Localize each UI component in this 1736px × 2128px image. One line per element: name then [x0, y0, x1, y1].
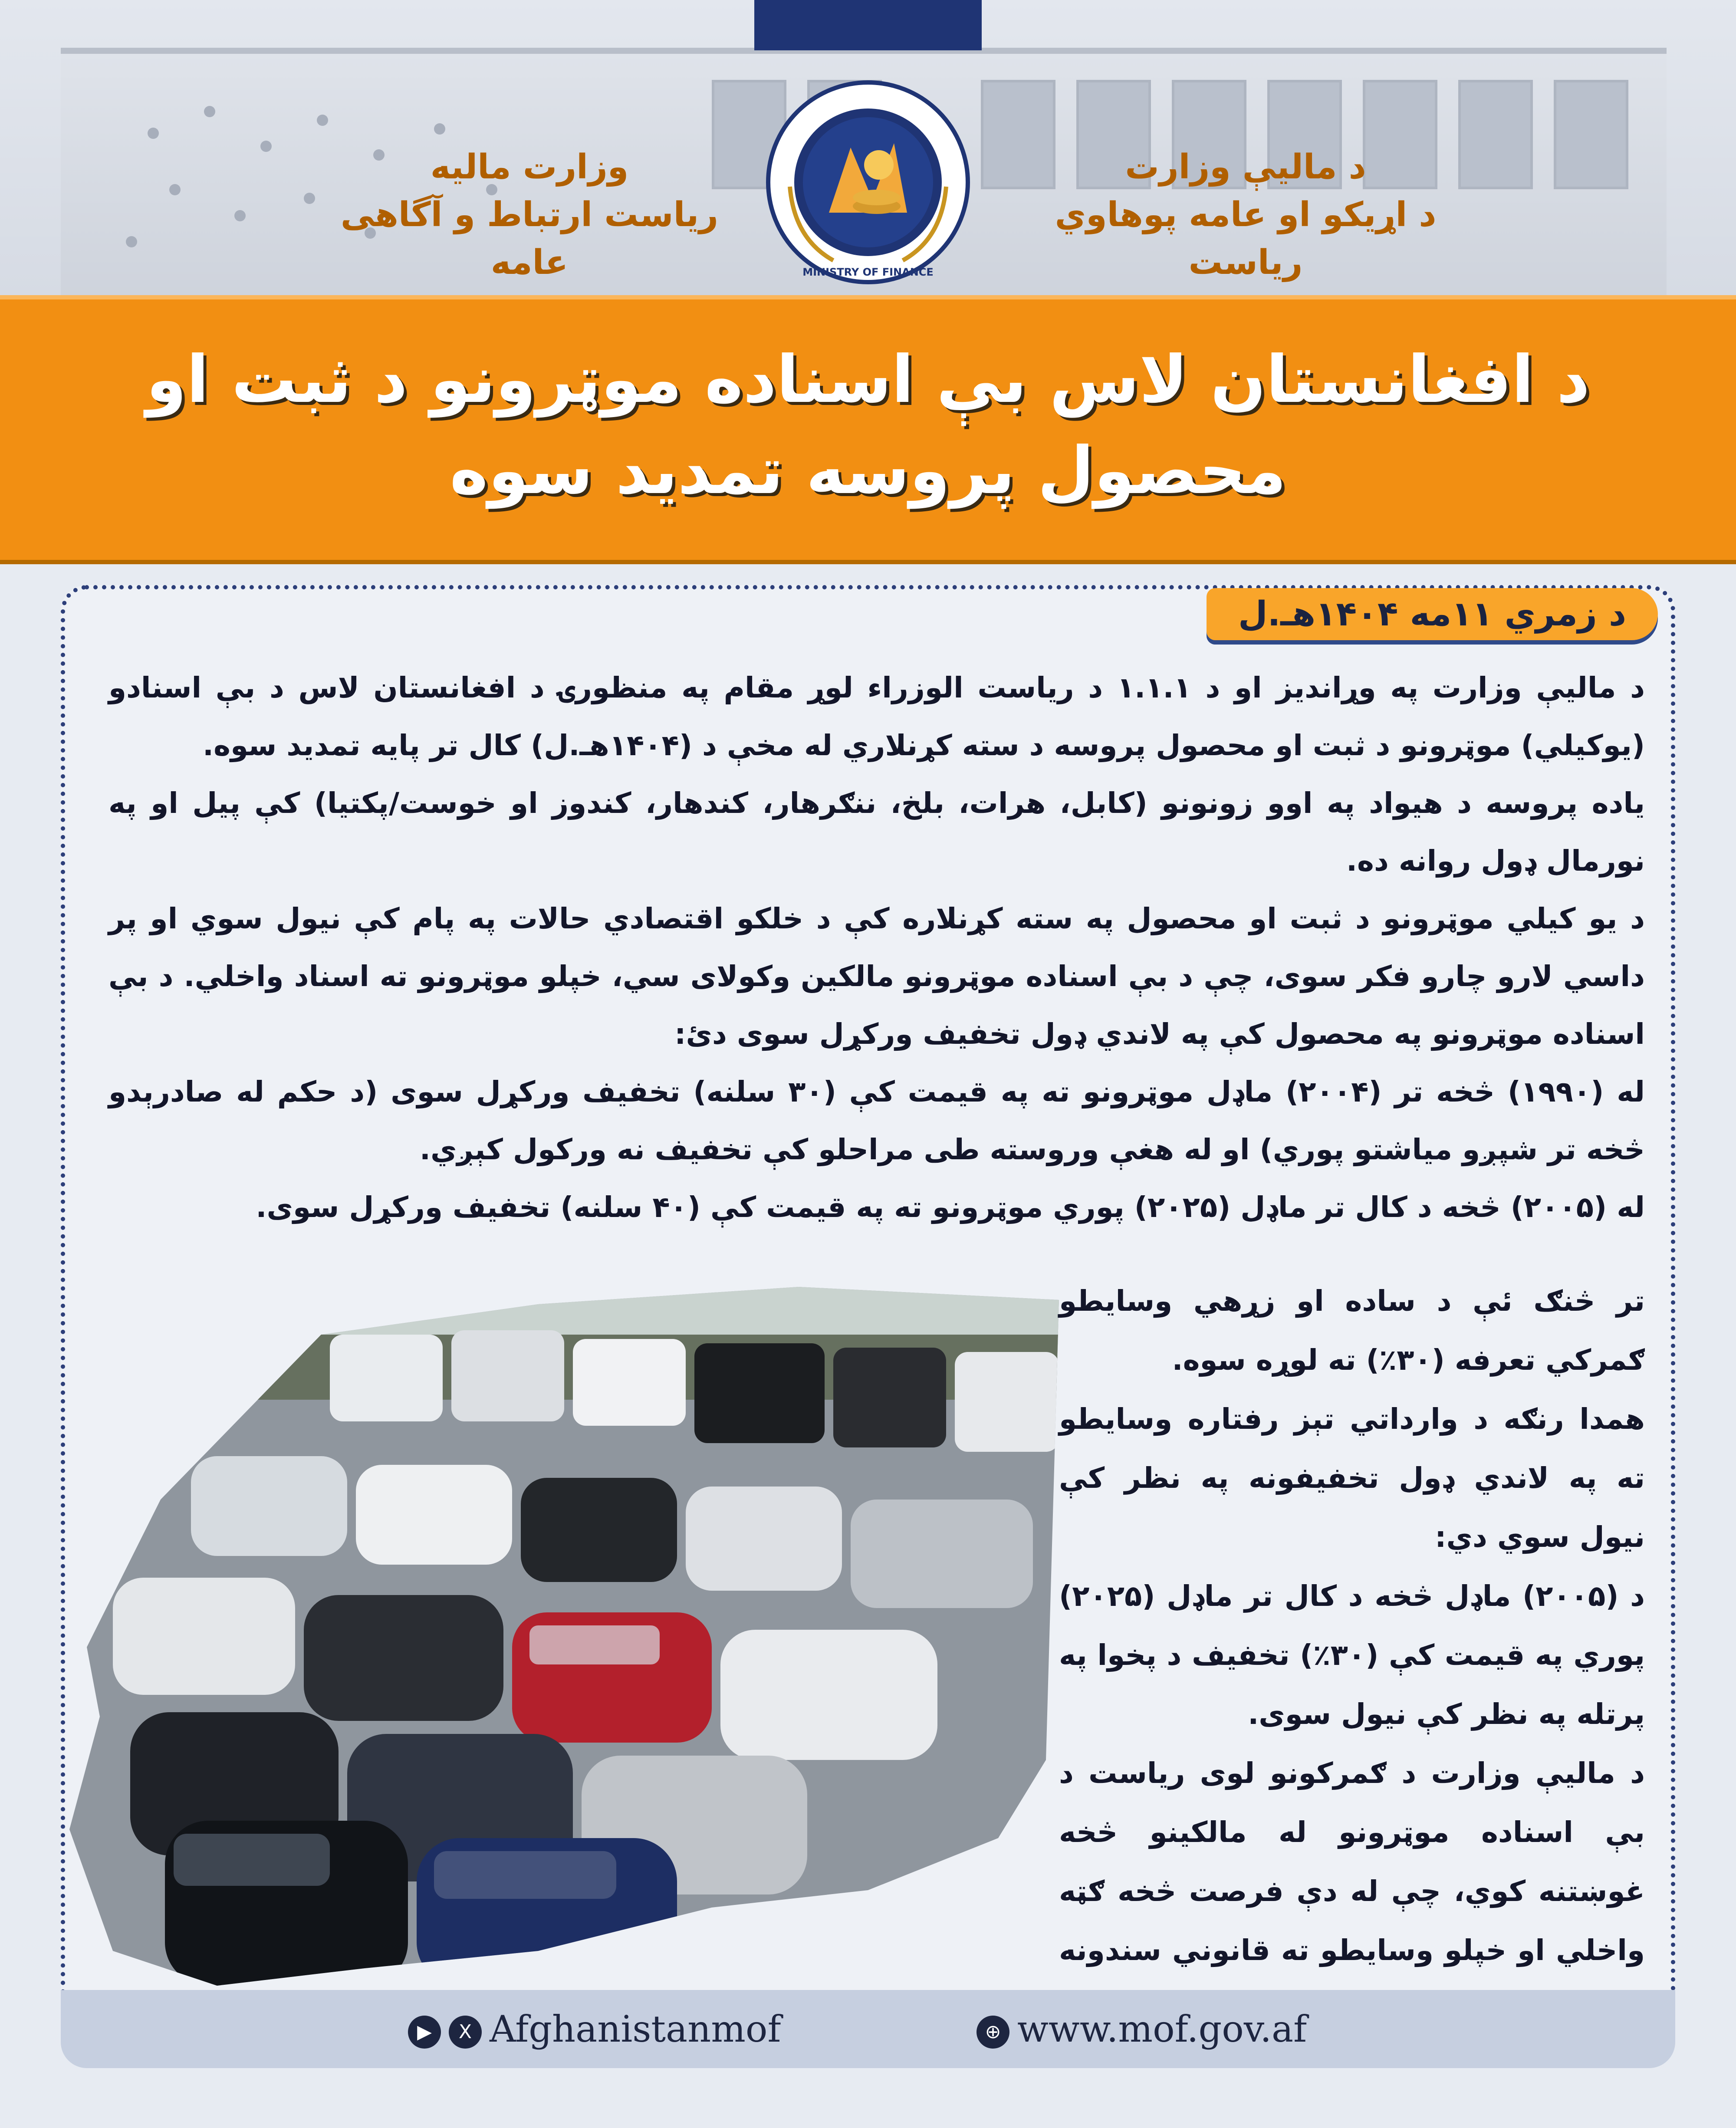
paragraph: د مالیې وزارت په وړاندیز او د ۱.۱.۱ د ریاست الوزراء لوړ مقام په منظورۍ د افغانستان لاس د بې اسنادو (یوکیلي) موټرونو د ثبت او محصول پروسه د سته کړنلاري له مخې د (۱۴۰۴هـ.ل) کال تر پایه تمدید سوه. [108, 671, 1645, 762]
paragraph: د (۲۰۰۵) ماډل څخه د کال تر ماډل (۲۰۲۵) پوري په قیمت کې (۳۰٪) تخفیف د پخوا په پرتله په نظر کې نیول سوی. [1059, 1579, 1645, 1731]
paragraph: د مالیې وزارت د ګمرکونو لوی ریاست د بې اسناده موټرونو له مالکینو څخه غوښتنه کوي، چې له دې فرصت څخه ګټه واخلي او خپلو وسایطو ته قانوني سندونه [1059, 1756, 1645, 1967]
main-text-block [108, 659, 1645, 1236]
footer [61, 1990, 1675, 2068]
ministry-name-dari: وزارت مالیه [430, 148, 629, 187]
date-badge: د زمري ۱۱مه ۱۴۰۴هـ.ل [1207, 588, 1658, 640]
youtube-icon[interactable]: ▶ [408, 2016, 441, 2049]
header [0, 0, 1736, 295]
website-link[interactable] [976, 2003, 1367, 2055]
paragraph: د یو کیلي موټرونو د ثبت او محصول په سته کړنلاره کې د خلکو اقتصادي حالات په پام کې نیول سوي او پر داسي لارو چارو فکر سوی، چې د بې اسناده موټرونو مالکین وکولای سي، خپلو موټرونو ته اسناد واخلي. د بې اسناده موټرونو په محصول کې په لاندي ډول تخفیف ورکړل سوی دئ: [108, 902, 1645, 1051]
announcement-title: د افغانستان لاس بې اسناده موټرونو د ثبت او محصول پروسه تمدید سوه [146, 342, 1590, 509]
header-left-title [321, 143, 738, 286]
website-url[interactable]: www.mof.gov.af [1017, 2008, 1307, 2050]
title-banner [0, 295, 1736, 564]
paragraph: له (۲۰۰۵) څخه د کال تر ماډل (۲۰۲۵) پوري موټرونو ته په قیمت کې (۴۰ سلنه) تخفیف ورکړل سوی. [256, 1191, 1645, 1224]
top-accent-bar [754, 0, 982, 50]
header-right-title [1016, 143, 1476, 286]
directorate-name-pashto: د اړیکو او عامه پوهاوي ریاست [1055, 195, 1437, 282]
ministry-name-pashto: د مالیې وزارت [1125, 148, 1366, 187]
paragraph: تر څنګ ئې د ساده او زړهي وسایطو ګمرکي تعرفه (۳۰٪) ته لوړه سوه. [1059, 1284, 1645, 1377]
paragraph: له (۱۹۹۰) څخه تر (۲۰۰۴) ماډل موټرونو ته په قیمت کې (۳۰ سلنه) تخفیف ورکړل سوی (د حکم له صادرېدو څخه تر شپږو میاشتو پوري) او له هغې وروسته طی مراحلو کې تخفیف نه ورکول کېږي. [108, 1075, 1645, 1166]
window [1554, 80, 1628, 189]
social-links[interactable] [408, 2003, 842, 2055]
x-icon[interactable]: X [449, 2016, 482, 2049]
logo-caption: MINISTRY OF FINANCE [802, 266, 934, 278]
social-handle[interactable]: Afghanistanmof [490, 2008, 781, 2050]
parked-cars-photo [61, 1274, 1068, 1986]
globe-icon: ⊕ [976, 2016, 1009, 2049]
paragraph: همدا رنګه د وارداتي تېز رفتاره وسایطو ته په لاندي ډول تخفیفونه په نظر کې نیول سوي دي: [1059, 1402, 1645, 1554]
directorate-name-dari: ریاست ارتباط و آگاهی عامه [340, 195, 719, 282]
ministry-of-finance-logo [764, 56, 972, 291]
paragraph: یاده پروسه د هیواد په اوو زونونو (کابل، هرات، بلخ، ننګرهار، کندهار، کندوز او خوست/پکتیا) کې پیل او په نورمال ډول روانه ده. [108, 786, 1645, 878]
side-text-block [1059, 1272, 1645, 2039]
